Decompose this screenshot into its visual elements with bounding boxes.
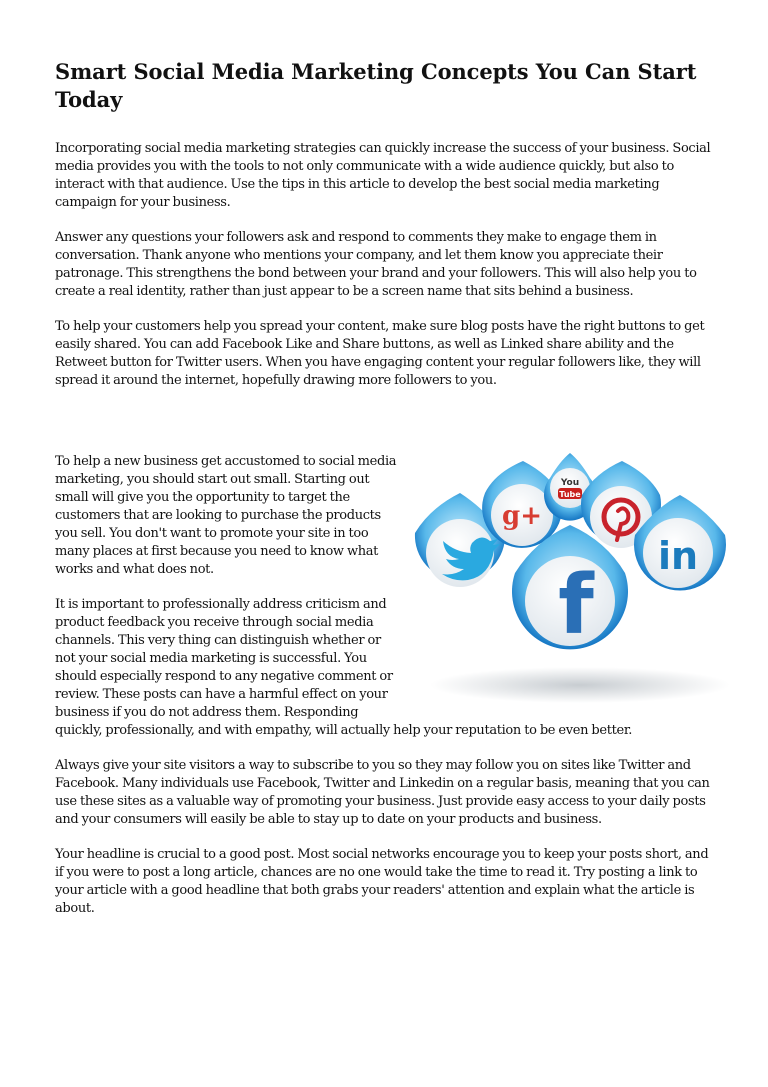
- svg-text:f: f: [558, 558, 594, 653]
- social-media-icons-illustration: [410, 453, 745, 718]
- article-title: Smart Social Media Marketing Concepts You Can Start Today: [55, 59, 697, 112]
- floor-shadow: [430, 667, 730, 703]
- svg-text:Tube: Tube: [559, 490, 581, 499]
- section-spacer: [55, 407, 715, 453]
- paragraph-share-buttons: To help your customers help you spread your content, make sure blog posts have the right buttons to get easily shared. You can add Facebook Like and Share buttons, as well as Linked share ability and the Retweet button for Twitter users. When you have engaging content your regular followers like, they will spread it around the internet, hopefully drawing more followers to you.: [55, 319, 705, 388]
- paragraph-start-small: To help a new business get accustomed to social media marketing, you should start out small. Starting out small will give you the opportunity to target the customers that are looking to purchase the products you sell. You don't want to promote your site in too many places at first because you need to know what works and what does not.: [55, 454, 397, 577]
- article: [55, 58, 715, 935]
- paragraph-feedback: It is important to professionally address criticism and product feedback you receive through social media channels. This very thing can distinguish whether or not your social media marketing is successful. You should especially respond to any negative comment or review. These posts can have a harmful effect on your business if you do not address them. Responding quickly, professionally, and with empathy, will actually help your reputation to be even better.: [55, 597, 633, 738]
- svg-text:in: in: [657, 534, 699, 578]
- paragraph-headline: Your headline is crucial to a good post. Most social networks encourage you to keep your posts short, and if you were to post a long article, chances are no one would take the time to read it. Try posting a link to your article with a good headline that both grabs your readers' attention and explain what the article is about.: [55, 847, 709, 916]
- paragraph-followers: Answer any questions your followers ask and respond to comments they make to engage them in conversation. Thank anyone who mentions your company, and let them know you appreciate their patronage. This strengthens the bond between your brand and your followers. This will also help you to create a real identity, rather than just appear to be a screen name that sits behind a business.: [55, 230, 697, 299]
- svg-text:g+: g+: [502, 501, 542, 531]
- paragraph-intro: Incorporating social media marketing strategies can quickly increase the success of your business. Social media provides you with the tools to not only communicate with a wide audience quickly, but also to interact with that audience. Use the tips in this article to develop the best social media marketing campaign for your business.: [55, 141, 711, 210]
- svg-text:You: You: [560, 478, 580, 488]
- paragraph-subscribe: Always give your site visitors a way to subscribe to you so they may follow you on sites like Twitter and Facebook. Many individuals use Facebook, Twitter and Linkedin on a regular basis, meaning that you can use these sites as a valuable way of promoting your business. Just provide easy access to your daily posts and your consumers will easily be able to stay up to date on your products and business.: [55, 758, 710, 827]
